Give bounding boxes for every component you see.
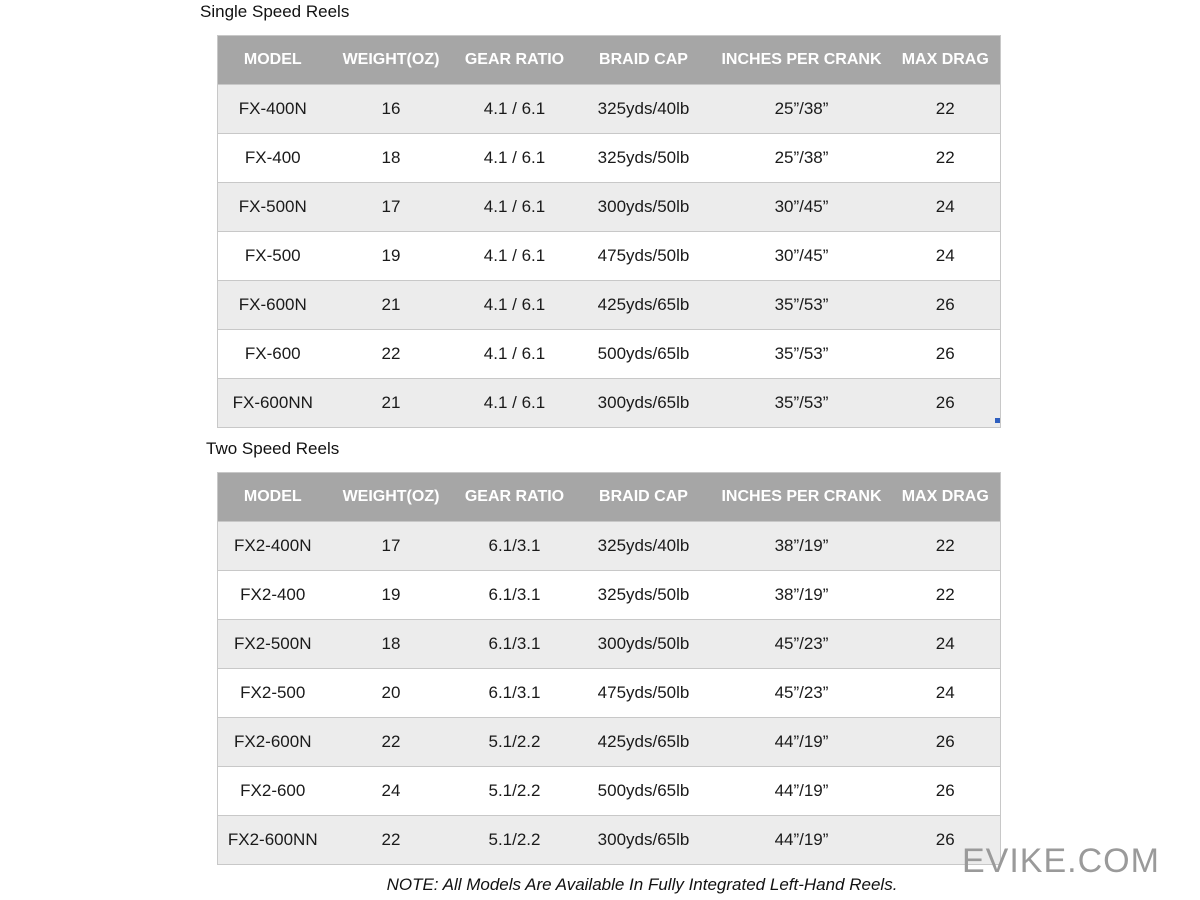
cell-gear-ratio: 4.1 / 6.1 [455,232,575,281]
cell-braid-cap: 325yds/50lb [575,134,713,183]
cell-gear-ratio: 4.1 / 6.1 [455,379,575,428]
cell-max-drag: 26 [891,767,1001,816]
cell-gear-ratio: 6.1/3.1 [455,522,575,571]
cell-gear-ratio: 4.1 / 6.1 [455,85,575,134]
table-header-row [218,473,1001,522]
cell-gear-ratio: 4.1 / 6.1 [455,281,575,330]
cell-max-drag: 24 [891,669,1001,718]
cell-model: FX2-500N [218,620,328,669]
cell-inches-per-crank: 45”/23” [713,669,891,718]
header-braid-cap: BRAID CAP [575,473,713,522]
cell-inches-per-crank: 35”/53” [713,281,891,330]
cell-weight: 19 [328,571,455,620]
cell-model: FX-600N [218,281,328,330]
cell-weight: 24 [328,767,455,816]
header-model: MODEL [218,36,328,85]
table-row [218,767,1001,816]
cell-inches-per-crank: 44”/19” [713,767,891,816]
table-row [218,232,1001,281]
cell-inches-per-crank: 45”/23” [713,620,891,669]
table-row [218,620,1001,669]
cell-inches-per-crank: 35”/53” [713,330,891,379]
cell-max-drag: 24 [891,183,1001,232]
two-speed-table [217,472,1001,865]
table-row [218,134,1001,183]
cell-max-drag: 22 [891,85,1001,134]
cell-max-drag: 26 [891,281,1001,330]
header-inches-per-crank: INCHES PER CRANK [713,36,891,85]
single-speed-title: Single Speed Reels [200,2,350,21]
cell-model: FX2-600NN [218,816,328,865]
cell-model: FX-400 [218,134,328,183]
table-row [218,281,1001,330]
cell-braid-cap: 325yds/50lb [575,571,713,620]
cell-braid-cap: 325yds/40lb [575,522,713,571]
table-row [218,816,1001,865]
cell-braid-cap: 475yds/50lb [575,232,713,281]
cell-inches-per-crank: 30”/45” [713,232,891,281]
table-row [218,85,1001,134]
cell-weight: 17 [328,183,455,232]
header-gear-ratio: GEAR RATIO [455,473,575,522]
header-braid-cap: BRAID CAP [575,36,713,85]
cell-inches-per-crank: 38”/19” [713,522,891,571]
cell-weight: 21 [328,379,455,428]
header-gear-ratio: GEAR RATIO [455,36,575,85]
cell-weight: 17 [328,522,455,571]
cell-max-drag: 22 [891,571,1001,620]
cell-inches-per-crank: 30”/45” [713,183,891,232]
cell-braid-cap: 300yds/65lb [575,379,713,428]
footnote: NOTE: All Models Are Available In Fully Integrated Left-Hand Reels. [386,875,898,894]
cell-gear-ratio: 4.1 / 6.1 [455,330,575,379]
two-speed-title: Two Speed Reels [206,439,340,458]
header-inches-per-crank: INCHES PER CRANK [713,473,891,522]
cell-model: FX2-500 [218,669,328,718]
cell-max-drag: 22 [891,134,1001,183]
cell-braid-cap: 325yds/40lb [575,85,713,134]
cell-weight: 22 [328,718,455,767]
table-resize-handle [995,418,1000,423]
header-weight: WEIGHT(OZ) [328,473,455,522]
table-row [218,379,1001,428]
cell-max-drag: 24 [891,232,1001,281]
cell-braid-cap: 300yds/65lb [575,816,713,865]
cell-max-drag: 24 [891,620,1001,669]
single-speed-table [217,35,1001,428]
cell-model: FX-500 [218,232,328,281]
table-header-row [218,36,1001,85]
cell-braid-cap: 300yds/50lb [575,620,713,669]
cell-gear-ratio: 4.1 / 6.1 [455,183,575,232]
cell-gear-ratio: 5.1/2.2 [455,816,575,865]
cell-weight: 22 [328,816,455,865]
cell-braid-cap: 500yds/65lb [575,767,713,816]
cell-inches-per-crank: 44”/19” [713,816,891,865]
cell-weight: 18 [328,620,455,669]
cell-model: FX2-600N [218,718,328,767]
cell-weight: 19 [328,232,455,281]
cell-braid-cap: 475yds/50lb [575,669,713,718]
cell-max-drag: 26 [891,816,1001,865]
cell-gear-ratio: 5.1/2.2 [455,718,575,767]
table-row [218,330,1001,379]
cell-gear-ratio: 5.1/2.2 [455,767,575,816]
cell-max-drag: 22 [891,522,1001,571]
header-model: MODEL [218,473,328,522]
header-max-drag: MAX DRAG [891,473,1001,522]
table-row [218,183,1001,232]
cell-weight: 21 [328,281,455,330]
table-row [218,571,1001,620]
cell-inches-per-crank: 25”/38” [713,85,891,134]
cell-model: FX2-600 [218,767,328,816]
cell-model: FX2-400 [218,571,328,620]
cell-model: FX-600 [218,330,328,379]
evike-watermark: EVIKE.COM [962,842,1160,880]
cell-gear-ratio: 6.1/3.1 [455,669,575,718]
cell-max-drag: 26 [891,330,1001,379]
cell-gear-ratio: 6.1/3.1 [455,620,575,669]
cell-inches-per-crank: 38”/19” [713,571,891,620]
cell-max-drag: 26 [891,379,1001,428]
cell-inches-per-crank: 25”/38” [713,134,891,183]
cell-weight: 20 [328,669,455,718]
cell-weight: 18 [328,134,455,183]
cell-braid-cap: 425yds/65lb [575,281,713,330]
cell-model: FX-600NN [218,379,328,428]
cell-inches-per-crank: 44”/19” [713,718,891,767]
cell-model: FX-500N [218,183,328,232]
table-row [218,669,1001,718]
header-max-drag: MAX DRAG [891,36,1001,85]
cell-model: FX-400N [218,85,328,134]
cell-weight: 16 [328,85,455,134]
cell-weight: 22 [328,330,455,379]
cell-model: FX2-400N [218,522,328,571]
table-row [218,718,1001,767]
cell-gear-ratio: 6.1/3.1 [455,571,575,620]
table-row [218,522,1001,571]
cell-max-drag: 26 [891,718,1001,767]
cell-inches-per-crank: 35”/53” [713,379,891,428]
cell-braid-cap: 425yds/65lb [575,718,713,767]
cell-gear-ratio: 4.1 / 6.1 [455,134,575,183]
header-weight: WEIGHT(OZ) [328,36,455,85]
cell-braid-cap: 300yds/50lb [575,183,713,232]
cell-braid-cap: 500yds/65lb [575,330,713,379]
